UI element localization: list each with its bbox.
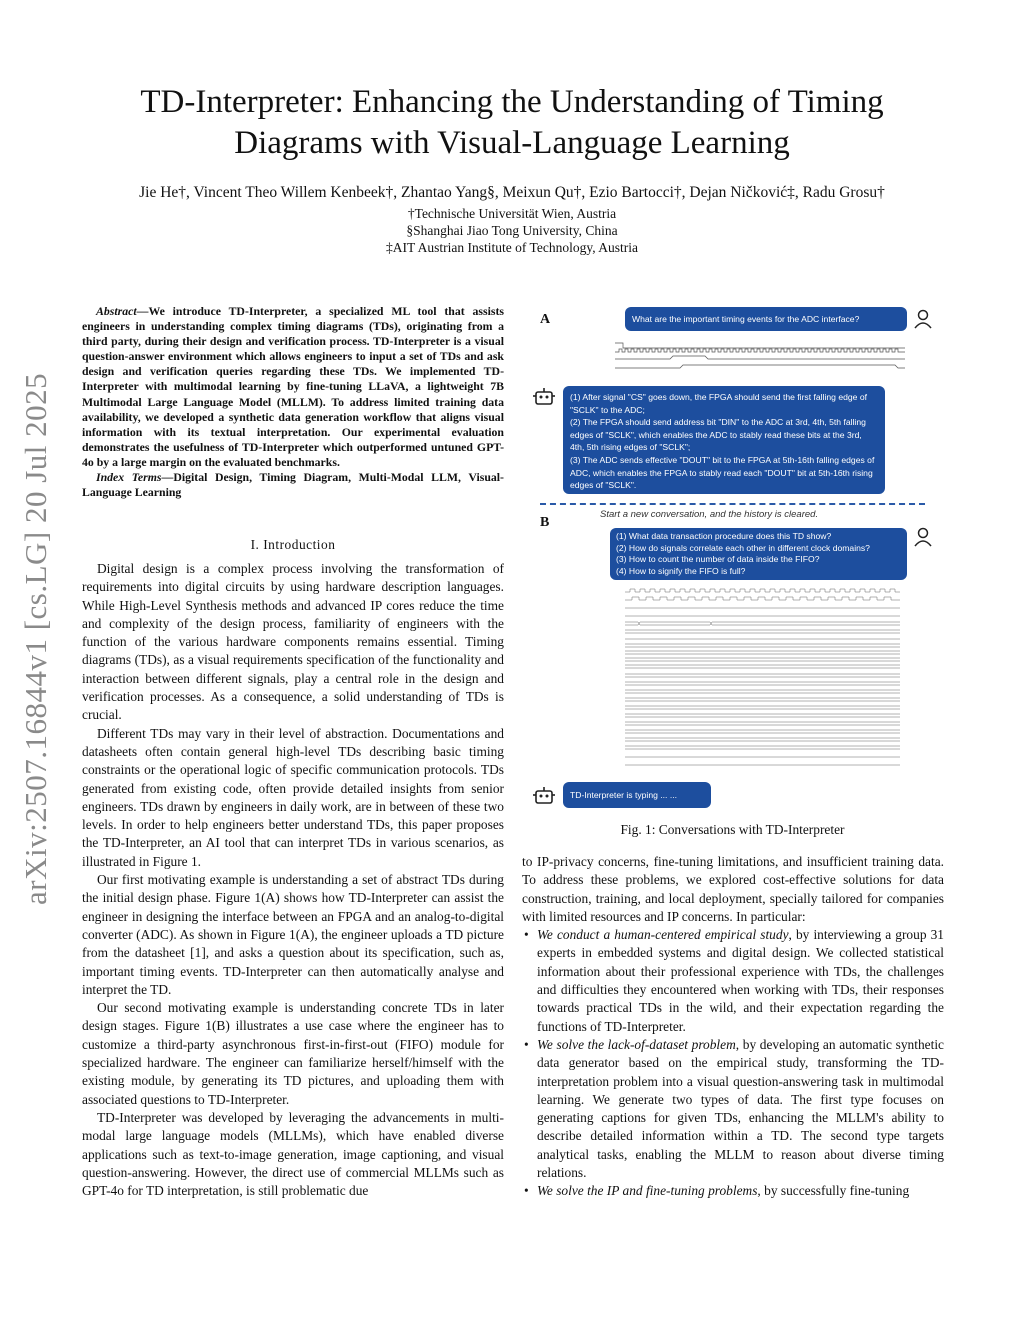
question-b-3: (3) How to count the number of data inside the FIFO?: [616, 554, 820, 565]
fifo-timing-diagram: [570, 587, 910, 772]
figure-caption: Fig. 1: Conversations with TD-Interpreter: [620, 822, 845, 837]
paragraph: TD-Interpreter was developed by leveraging the advancements in multi-modal large language models (MLLMs), which have enabled diverse applications such as text-to-image generation, image captioning, and visual question-answering. However, the direct use of commercial MLLMs such as GPT-4o for TD interpretation, is still problematic due: [82, 1109, 504, 1199]
question-b-2: (2) How do signals correlate each other in different clock domains?: [616, 542, 870, 553]
answer-line-1: (1) After signal "CS" goes down, the FPGA should send the first falling edge of "SCLK" to the ADC;: [570, 392, 868, 415]
paragraph: to IP-privacy concerns, fine-tuning limitations, and insufficient training data. To address these problems, we explored cost-effective solutions for data construction, training, and local deployment, specially tailored for companies with limited resources and IP concerns. In particular:: [522, 854, 944, 924]
robot-icon: [532, 784, 556, 808]
paragraph: Different TDs may vary in their level of abstraction. Documentations and datasheets often contain general high-level TDs describing basic timing constraints or the operational logic of specific communication protocols. TDs generated from existing code, often provide detailed insights from senior engineers. TDs drawn by engineers in daily work, are in between of these two levels. In order to help engineers better understand TDs, this paper proposes the TD-Interpreter, an AI tool that can interpret TDs in various scenarios, as illustrated in Figure 1.: [82, 725, 504, 869]
paper-title: [0, 82, 1024, 164]
section-heading: I. Introduction: [250, 537, 336, 552]
answer-bubble-a: [563, 386, 885, 494]
abstract-text: —We introduce TD-Interpreter, a specialized ML tool that assists engineers in understanding complex timing diagrams (TDs), originating from a third party, during their design and verification process. TD-Interpreter is a visual question-answer environment which allows engineers to input a set of TDs and ask design and verification queries regarding these TDs. We implemented TD-Interpreter with multimodal learning by fine-tuning LLaVA, a lightweight 7B Multimodal Large Language Model (MLLM). To address limited training data availability, we developed a synthetic data generation workflow that aligns visual information with its textual interpretation. Our experimental evaluation demonstrates the usefulness of TD-Interpreter which outperformed untuned GPT-4o by a large margin on the evaluated benchmarks.: [82, 304, 504, 469]
conversation-divider: [540, 503, 925, 505]
question-bubble-b: [610, 528, 907, 580]
index-terms-text: —Digital Design, Timing Diagram, Multi-Modal LLM, Visual-Language Learning: [82, 470, 504, 500]
intro-right-column: [522, 853, 944, 1201]
new-conversation-note: Start a new conversation, and the history is cleared.: [600, 509, 819, 520]
figure-label-b: B: [540, 515, 550, 530]
answer-line-3: (3) The ADC sends effective "DOUT" bit to the FPGA at 5th-16th falling edges of ADC, which enables the FPGA to stably read each "DOUT" bit at 5th-16th rising edges of "SCLK".: [570, 454, 875, 491]
paragraph: Digital design is a complex process involving the transformation of requirements into digital circuits by using hardware description languages. While High-Level Synthesis methods and advanced IP cores reduce the time and complexity of the design process, familiarity of engineers with the function of the various hardware components remains essential. Timing diagrams (TDs), as a visual requirements specification of the functionality and interaction between different signals, play a central role in the design and verification processes. As a consequence, a solid understanding of TDs is crucial.: [82, 561, 504, 723]
adc-timing-diagram: [575, 338, 910, 376]
question-b-4: (4) How to signify the FIFO is full?: [616, 565, 746, 576]
intro-left-column: [82, 560, 504, 1200]
list-item: • We conduct a human-centered empirical study, by interviewing a group 31 experts in embedded systems and digital design. We collected statistical information about their professional experience with TDs, the challenges and difficulties they encountered when working with TDs, their responses towards practical TDs in the wild, and their expectation regarding the functions of TD-Interpreter.: [522, 926, 944, 1036]
typing-indicator-bubble: TD-Interpreter is typing ... ...: [563, 782, 711, 808]
question-bubble-a: What are the important timing events for the ADC interface?: [625, 307, 907, 331]
figure-1: [520, 300, 945, 820]
author-list: Jie He†, Vincent Theo Willem Kenbeek†, Zhantao Yang§, Meixun Qu†, Ezio Bartocci†, Dejan Ničković‡, Radu Grosu†: [139, 184, 885, 201]
contribution-list: [522, 926, 944, 1200]
answer-line-2: (2) The FPGA should send address bit "DIN" to the ADC at 3rd, 4th, 5th falling edges of "SCLK", which enables the ADC to stably read these bits at the 3rd, 4th, 5th rising edges of "SCLK";: [570, 417, 866, 453]
paragraph: Our second motivating example is understanding concrete TDs in later design stages. Figure 1(B) illustrates a use case where the engineer has to customize a third-party asynchronous first-in-first-out (FIFO) module for specialized hardware. The engineer can familiarize herself/himself with the existing module, by generating its TD pictures, and uploading them with associated questions to TD-Interpreter.: [82, 1000, 504, 1107]
affiliation-3: ‡AIT Austrian Institute of Technology, Austria: [386, 240, 638, 255]
abstract-label: Abstract: [96, 304, 137, 318]
paragraph: Our first motivating example is understanding a set of abstract TDs during the initial design phase. Figure 1(A) shows how TD-Interpreter can assist the engineer in designing the interface between an FPGA and an analog-to-digital converter (ADC). As shown in Figure 1(A), the engineer uploads a TD picture from the datasheet [1], and asks a question about its specification, such as, important timing events. TD-Interpreter can then automatically analyse and interpret the TD.: [82, 872, 504, 997]
figure-label-a: A: [540, 312, 551, 327]
title-line-1: TD-Interpreter: Enhancing the Understanding of Timing: [140, 84, 884, 120]
affiliation-1: †Technische Universität Wien, Austria: [407, 206, 617, 221]
abstract-block: [82, 304, 504, 500]
title-line-2: Diagrams with Visual-Language Learning: [234, 125, 790, 161]
question-b-1: (1) What data transaction procedure does this TD show?: [616, 531, 832, 541]
arxiv-sidebar-stamp: arXiv:2507.16844v1 [cs.LG] 20 Jul 2025: [18, 372, 53, 905]
affiliation-2: §Shanghai Jiao Tong University, China: [406, 223, 618, 238]
list-item: • We solve the IP and fine-tuning problems, by successfully fine-tuning: [522, 1182, 944, 1200]
user-icon: [912, 308, 934, 330]
index-terms-label: Index Terms: [96, 470, 162, 485]
list-item: • We solve the lack-of-dataset problem, by developing an automatic synthetic data generator based on the empirical study, transforming the TD-interpretation problem into a visual question-answering task in multimodal learning. We generate two types of data. The first type focuses on generating captions for given TDs, enhancing the MLLM's ability to describe detailed information within a TD. The second type targets analytical tasks, enabling the MLLM to reason about diverse timing relations.: [522, 1036, 944, 1182]
user-icon: [912, 526, 934, 548]
robot-icon: [532, 385, 556, 409]
